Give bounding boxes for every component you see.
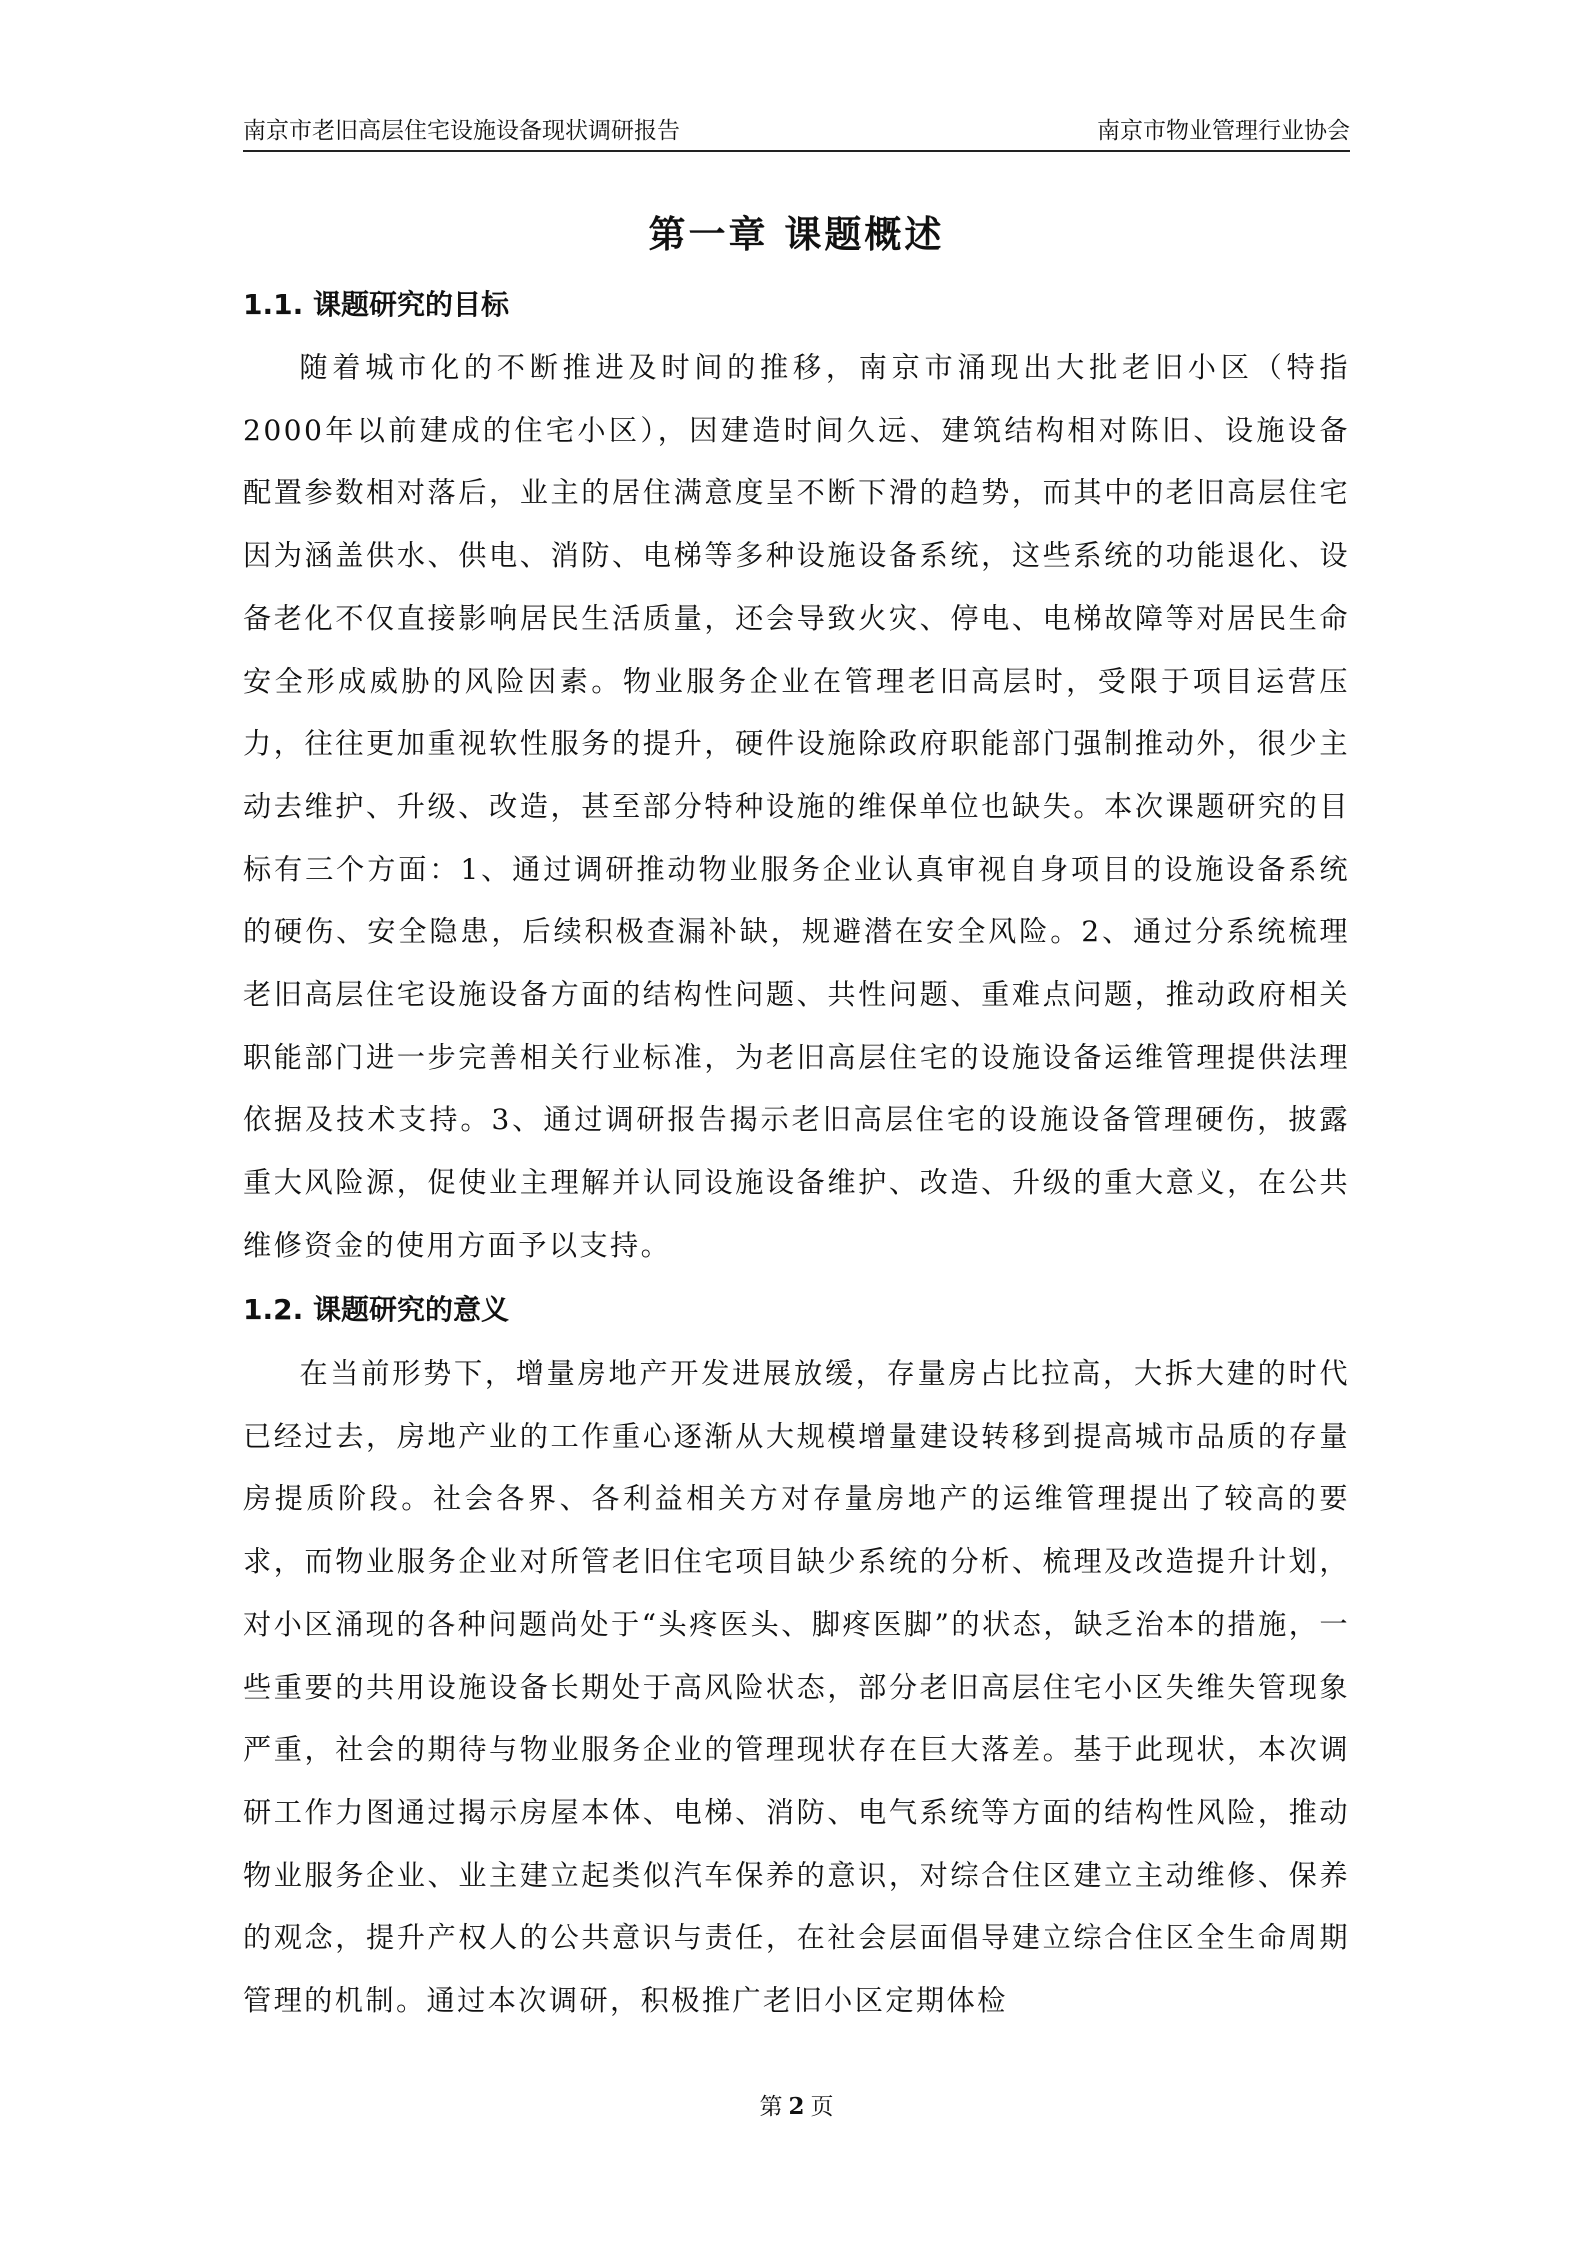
- footer-suffix: 页: [810, 2094, 834, 2120]
- header-report-title: 南京市老旧高层住宅设施设备现状调研报告: [243, 118, 680, 144]
- page-footer: [243, 2092, 1350, 2122]
- section-paragraph-significance: 在当前形势下，增量房地产开发进展放缓，存量房占比拉高，大拆大建的时代已经过去，房地产业的工作重心逐渐从大规模增量建设转移到提高城市品质的存量房提质阶段。社会各界、各利益相关方对存量房地产的运维管理提出了较高的要求，而物业服务企业对所管老旧住宅项目缺少系统的分析、梳理及改造提升计划，对小区涌现的各种问题尚处于“头疼医头、脚疼医脚”的状态，缺乏治本的措施，一些重要的共用设施设备长期处于高风险状态，部分老旧高层住宅小区失维失管现象严重，社会的期待与物业服务企业的管理现状存在巨大落差。基于此现状，本次调研工作力图通过揭示房屋本体、电梯、消防、电气系统等方面的结构性风险，推动物业服务企业、业主建立起类似汽车保养的意识，对综合住区建立主动维修、保养的观念，提升产权人的公共意识与责任，在社会层面倡导建立综合住区全生命周期管理的机制。通过本次调研，积极推广老旧小区定期体检: [243, 1357, 1350, 2018]
- page-header: [243, 112, 1350, 152]
- page-number: 2: [788, 2093, 805, 2120]
- section-paragraph-goals: 随着城市化的不断推进及时间的推移，南京市涌现出大批老旧小区（特指2000年以前建成的住宅小区），因建造时间久远、建筑结构相对陈旧、设施设备配置参数相对落后，业主的居住满意度呈不断下滑的趋势，而其中的老旧高层住宅因为涵盖供水、供电、消防、电梯等多种设施设备系统，这些系统的功能退化、设备老化不仅直接影响居民生活质量，还会导致火灾、停电、电梯故障等对居民生命安全形成威胁的风险因素。物业服务企业在管理老旧高层时，受限于项目运营压力，往往更加重视软性服务的提升，硬件设施除政府职能部门强制推动外，很少主动去维护、升级、改造，甚至部分特种设施的维保单位也缺失。本次课题研究的目标有三个方面：1、通过调研推动物业服务企业认真审视自身项目的设施设备系统的硬伤、安全隐患，后续积极查漏补缺，规避潜在安全风险。2、通过分系统梳理老旧高层住宅设施设备方面的结构性问题、共性问题、重难点问题，推动政府相关职能部门进一步完善相关行业标准，为老旧高层住宅的设施设备运维管理提供法理依据及技术支持。3、通过调研报告揭示老旧高层住宅的设施设备管理硬伤，披露重大风险源，促使业主理解并认同设施设备维护、改造、升级的重大意义，在公共维修资金的使用方面予以支持。: [243, 351, 1350, 1262]
- chapter-title: 第一章 课题概述: [648, 213, 945, 256]
- footer-prefix: 第: [759, 2094, 783, 2120]
- section-title-goals: 1.1. 课题研究的目标: [243, 288, 509, 321]
- header-organization: 南京市物业管理行业协会: [1097, 118, 1350, 144]
- section-title-significance: 1.2. 课题研究的意义: [243, 1293, 509, 1326]
